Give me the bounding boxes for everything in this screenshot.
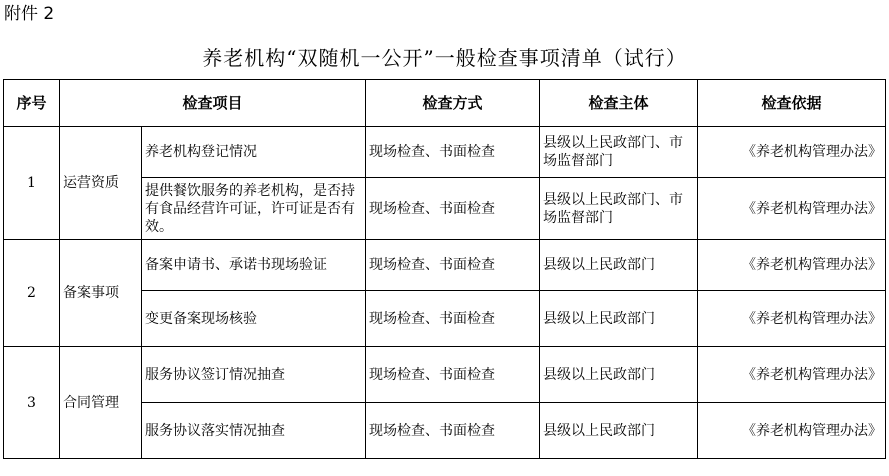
row-item: 提供餐饮服务的养老机构，是否持有食品经营许可证，许可证是否有效。 <box>142 178 366 240</box>
row-basis: 《养老机构管理办法》 <box>698 403 886 459</box>
row-item: 服务协议落实情况抽查 <box>142 403 366 459</box>
row-basis: 《养老机构管理办法》 <box>698 347 886 403</box>
table-row <box>4 347 886 403</box>
row-category: 备案事项 <box>60 240 142 347</box>
header-basis: 检查依据 <box>698 80 886 127</box>
row-method: 现场检查、书面检查 <box>366 178 540 240</box>
row-basis: 《养老机构管理办法》 <box>698 127 886 178</box>
row-method: 现场检查、书面检查 <box>366 347 540 403</box>
row-item: 备案申请书、承诺书现场验证 <box>142 240 366 291</box>
row-subject: 县级以上民政部门 <box>540 347 698 403</box>
row-number: 1 <box>4 127 60 240</box>
row-number: 2 <box>4 240 60 347</box>
row-category: 合同管理 <box>60 347 142 459</box>
row-method: 现场检查、书面检查 <box>366 240 540 291</box>
table-row <box>4 240 886 291</box>
header-index: 序号 <box>4 80 60 127</box>
document-title: 养老机构“双随机一公开”一般检查事项清单（试行） <box>202 46 687 70</box>
row-subject: 县级以上民政部门、市场监督部门 <box>540 127 698 178</box>
row-method: 现场检查、书面检查 <box>366 403 540 459</box>
attachment-label: 附件 2 <box>4 4 55 24</box>
row-method: 现场检查、书面检查 <box>366 127 540 178</box>
row-item: 养老机构登记情况 <box>142 127 366 178</box>
table-row <box>4 127 886 178</box>
row-subject: 县级以上民政部门、市场监督部门 <box>540 178 698 240</box>
row-category: 运营资质 <box>60 127 142 240</box>
row-item: 变更备案现场核验 <box>142 291 366 347</box>
row-subject: 县级以上民政部门 <box>540 291 698 347</box>
row-subject: 县级以上民政部门 <box>540 403 698 459</box>
row-basis: 《养老机构管理办法》 <box>698 240 886 291</box>
row-method: 现场检查、书面检查 <box>366 291 540 347</box>
inspection-checklist-table <box>3 79 886 459</box>
header-item: 检查项目 <box>60 80 366 127</box>
row-basis: 《养老机构管理办法》 <box>698 178 886 240</box>
row-basis: 《养老机构管理办法》 <box>698 291 886 347</box>
table-header-row <box>4 80 886 127</box>
row-subject: 县级以上民政部门 <box>540 240 698 291</box>
row-item: 服务协议签订情况抽查 <box>142 347 366 403</box>
row-number: 3 <box>4 347 60 459</box>
header-method: 检查方式 <box>366 80 540 127</box>
header-subject: 检查主体 <box>540 80 698 127</box>
